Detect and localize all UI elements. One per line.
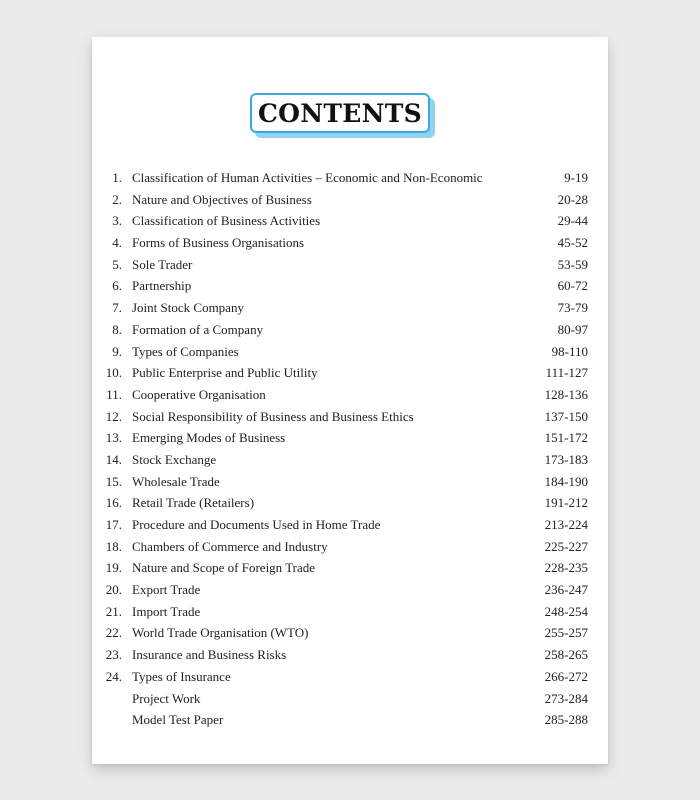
toc-entry-title: Insurance and Business Risks bbox=[132, 647, 287, 663]
toc-entry-number: 22. bbox=[105, 625, 122, 641]
toc-entry-pages: 255-257 bbox=[544, 625, 588, 641]
toc-entry-number: 12. bbox=[105, 408, 122, 424]
toc-entry-title: Formation of a Company bbox=[132, 321, 264, 337]
toc-entry-title: Stock Exchange bbox=[132, 451, 217, 467]
toc-entry-title: Joint Stock Company bbox=[132, 300, 244, 316]
toc-entry-pages: 137-150 bbox=[544, 408, 588, 424]
toc-entry-number: 24. bbox=[105, 668, 122, 684]
toc-entry bbox=[92, 319, 608, 341]
toc-entry bbox=[92, 492, 608, 514]
toc-entry-pages: 285-288 bbox=[544, 712, 588, 728]
heading-box bbox=[250, 93, 430, 133]
document-page bbox=[92, 37, 608, 764]
table-of-contents bbox=[92, 167, 608, 731]
toc-entry bbox=[92, 362, 608, 384]
toc-entry-pages: 111-127 bbox=[545, 365, 588, 381]
toc-entry-title: Types of Companies bbox=[132, 343, 239, 359]
toc-entry bbox=[92, 709, 608, 731]
toc-entry-pages: 258-265 bbox=[544, 647, 588, 663]
toc-entry-number: 21. bbox=[105, 603, 122, 619]
toc-entry-pages: 20-28 bbox=[557, 191, 588, 207]
toc-entry-pages: 225-227 bbox=[544, 538, 588, 554]
toc-entry-pages: 73-79 bbox=[557, 300, 588, 316]
toc-entry-number: 2. bbox=[112, 191, 122, 207]
toc-entry bbox=[92, 514, 608, 536]
toc-entry-number: 19. bbox=[105, 560, 122, 576]
toc-entry-pages: 173-183 bbox=[544, 451, 588, 467]
toc-entry-pages: 29-44 bbox=[557, 213, 588, 229]
toc-entry-title: Types of Insurance bbox=[132, 668, 231, 684]
contents-heading-badge bbox=[250, 93, 430, 133]
toc-entry-number: 17. bbox=[105, 517, 122, 532]
toc-entry-pages: 53-59 bbox=[557, 256, 588, 272]
toc-entry-pages: 9-19 bbox=[564, 170, 588, 185]
toc-entry bbox=[92, 579, 608, 601]
toc-entry-pages: 191-212 bbox=[544, 495, 588, 511]
toc-entry-number: 18. bbox=[105, 538, 122, 554]
toc-entry-pages: 128-136 bbox=[544, 386, 588, 402]
toc-entry-pages: 45-52 bbox=[557, 235, 588, 251]
page-title: CONTENTS bbox=[257, 98, 423, 128]
toc-entry-number: 13. bbox=[105, 430, 122, 446]
toc-entry-pages: 273-284 bbox=[544, 690, 588, 706]
toc-entry-pages: 228-235 bbox=[544, 560, 588, 576]
toc-entry bbox=[92, 341, 608, 363]
toc-entry bbox=[92, 210, 608, 232]
toc-entry bbox=[92, 384, 608, 406]
toc-entry-title: Social Responsibility of Business and Business Ethics bbox=[132, 408, 414, 424]
toc-entry-pages: 184-190 bbox=[544, 473, 588, 489]
toc-entry-number: 3. bbox=[112, 213, 122, 229]
toc-entry-pages: 98-110 bbox=[551, 343, 588, 359]
toc-entry bbox=[92, 557, 608, 579]
toc-entry-number: 8. bbox=[112, 321, 122, 337]
toc-entry-title: Project Work bbox=[132, 690, 201, 706]
toc-entry-title: World Trade Organisation (WTO) bbox=[132, 625, 309, 641]
toc-entry-number: 7. bbox=[112, 300, 122, 316]
toc-entry bbox=[92, 622, 608, 644]
toc-entry-number: 15. bbox=[105, 473, 122, 489]
toc-entry bbox=[92, 406, 608, 428]
toc-entry bbox=[92, 688, 608, 710]
toc-entry-number: 14. bbox=[105, 451, 122, 467]
toc-entry bbox=[92, 601, 608, 623]
toc-entry-number: 1. bbox=[112, 170, 122, 185]
toc-entry-number: 11. bbox=[106, 386, 122, 402]
toc-entry-pages: 266-272 bbox=[544, 668, 588, 684]
toc-entry-title: Forms of Business Organisations bbox=[132, 235, 305, 251]
toc-entry bbox=[92, 254, 608, 276]
toc-entry-title: Procedure and Documents Used in Home Trade bbox=[132, 517, 381, 532]
toc-entry-title: Public Enterprise and Public Utility bbox=[132, 365, 318, 381]
toc-entry-title: Cooperative Organisation bbox=[132, 386, 266, 402]
toc-entry-title: Model Test Paper bbox=[132, 712, 224, 728]
toc-entry-title: Import Trade bbox=[132, 603, 201, 619]
toc-entry-number: 23. bbox=[105, 647, 122, 663]
toc-entry-title: Partnership bbox=[132, 278, 192, 294]
toc-entry bbox=[92, 471, 608, 493]
toc-entry-pages: 236-247 bbox=[544, 582, 588, 598]
toc-entry-number: 6. bbox=[112, 278, 122, 294]
toc-entry bbox=[92, 275, 608, 297]
toc-entry bbox=[92, 167, 608, 189]
toc-entry bbox=[92, 666, 608, 688]
toc-entry-number: 16. bbox=[105, 495, 122, 511]
toc-entry-title: Wholesale Trade bbox=[132, 473, 220, 489]
toc-entry-title: Classification of Business Activities bbox=[132, 213, 321, 229]
toc-entry-title: Chambers of Commerce and Industry bbox=[132, 538, 328, 554]
toc-entry-title: Export Trade bbox=[132, 582, 201, 598]
toc-entry bbox=[92, 297, 608, 319]
toc-entry-number: 9. bbox=[112, 343, 122, 359]
toc-entry bbox=[92, 189, 608, 211]
toc-entry-title: Emerging Modes of Business bbox=[132, 430, 286, 446]
toc-entry-title: Nature and Scope of Foreign Trade bbox=[132, 560, 316, 576]
toc-entry-title: Retail Trade (Retailers) bbox=[132, 495, 255, 511]
toc-entry bbox=[92, 644, 608, 666]
toc-entry-pages: 248-254 bbox=[544, 603, 588, 619]
toc-entry-number: 10. bbox=[105, 365, 122, 381]
toc-entry-title: Classification of Human Activities – Economic and Non-Economic bbox=[132, 170, 483, 185]
toc-entry-pages: 60-72 bbox=[557, 278, 588, 294]
toc-entry bbox=[92, 427, 608, 449]
toc-entry-pages: 80-97 bbox=[557, 321, 588, 337]
toc-entry bbox=[92, 449, 608, 471]
toc-entry-title: Nature and Objectives of Business bbox=[132, 191, 312, 207]
toc-entry-pages: 151-172 bbox=[544, 430, 588, 446]
toc-entry-number: 5. bbox=[112, 256, 122, 272]
toc-entry-title: Sole Trader bbox=[132, 256, 193, 272]
toc-entry-number: 20. bbox=[105, 582, 122, 598]
toc-entry bbox=[92, 232, 608, 254]
toc-entry-number: 4. bbox=[112, 235, 122, 251]
toc-entry-pages: 213-224 bbox=[544, 517, 588, 532]
toc-entry bbox=[92, 536, 608, 558]
